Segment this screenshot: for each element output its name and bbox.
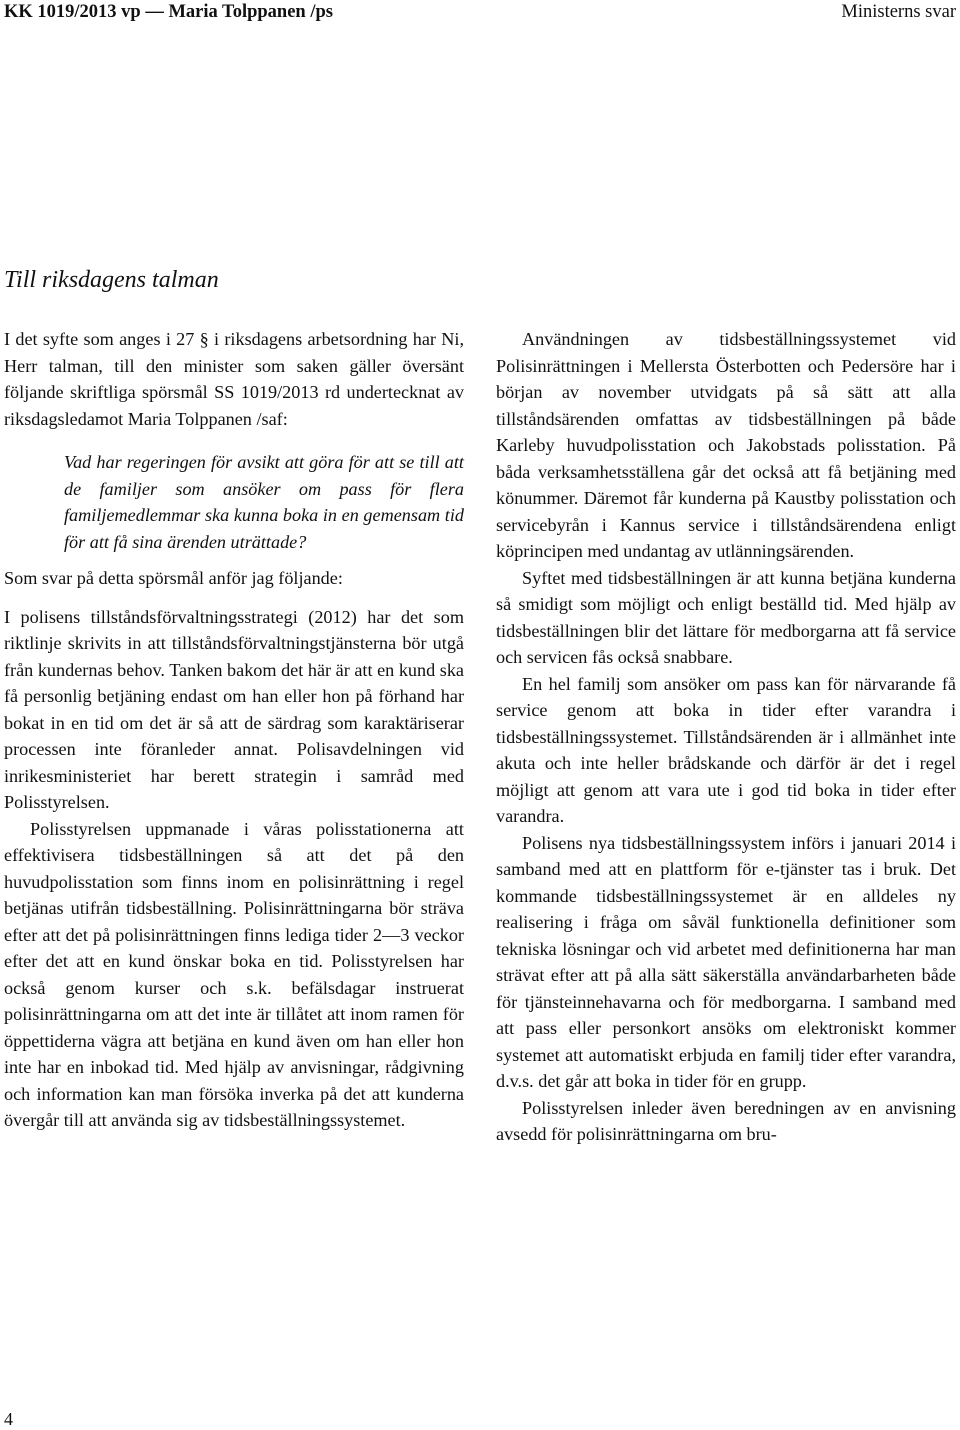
answer-paragraph-mellersta-osterbotten: Användningen av tidsbeställningssystemet vid Polisinrättningen i Mellersta Österbotten och Pedersöre har i början av november utvidgats på så sätt att alla tillståndsärenden omfattas av tidsbeställningen på både Karleby huvudpolisstation och Jakobstads polisstation. På båda verksamhetsställena går det också att få betjäning med könummer. Däremot får kunderna på Kaustby polisstation och servicebyrån i Kannus service i tillståndsärendena enligt köprincipen med undantag av utlänningsärenden. xyxy=(496,329,956,561)
intro-paragraph: I det syfte som anges i 27 § i riksdagens arbetsordning har Ni, Herr talman, till den minister som saken gäller översänt följande skriftliga spörsmål SS 1019/2013 rd undertecknat av riksdagsledamot Maria Tolppanen /saf: xyxy=(4,329,464,429)
answer-paragraph-polisstyrelsen: Polisstyrelsen uppmanade i våras polisstationerna att effektivisera tidsbeställningen så att det på den huvudpolisstation som finns inom en polisinrättning i regel betjänas utifrån tidsbeställning. Polisinrättningarna bör sträva efter att det på polisinrättningen finns lediga tider 2—3 veckor efter det att en kund önskar boka en tid. Polisstyrelsen har också genom kurser och s.k. befälsdagar instruerat polisinrättningarna om att det inte är tillåtet att inom ramen för öppettiderna vägra att betjäna en kund även om han eller hon inte har en inbokad tid. Med hjälp av anvisningar, rådgivning och information kan man försöka inverka på det att kunderna övergår till att använda sig av tidsbeställningssystemet. xyxy=(4,818,464,1130)
answer-paragraph-family: En hel familj som ansöker om pass kan för närvarande få service genom att boka in tider efter varandra i tidsbeställningssystemet. Tillståndsärenden är i allmänhet inte akuta och inte heller brådskande och därför är det i regel möjligt att genom att vara ute i god tid boka in tider efter varandra. xyxy=(496,673,956,826)
page-title: Till riksdagens talman xyxy=(4,267,219,293)
answer-lead: Som svar på detta spörsmål anför jag följande: xyxy=(4,568,343,588)
header-section-title: Ministerns svar xyxy=(841,2,956,22)
page-number: 4 xyxy=(4,1409,13,1429)
answer-paragraph-new-system: Polisens nya tidsbeställningssystem införs i januari 2014 i samband med att en plattform för e-tjänster tas i bruk. Det kommande tidsbeställningssystemet är en alldeles ny realisering i fråga om såväl funktionella definitioner som tekniska lösningar och vid arbetet med definitionerna har man strävat efter att på alla sätt säkerställa användarbarheten både för tjänsteinnehavarna och för medborgarna. I samband med att pass eller personkort ansöks om elektroniskt kommer systemet att automatiskt erbjuda en familj tider efter varandra, d.v.s. det går att boka in tider för en grupp. xyxy=(496,832,956,1091)
answer-paragraph-strategy: I polisens tillståndsförvaltningsstrategi (2012) har det som riktlinje skrivits in att tillståndsförvaltningstjänsterna bör utgå från kundernas behov. Tanken bakom det här är att en kund ska få personlig betjäning endast om han eller hon på förhand har bokat in en tid om det är så att de särdrag som karaktäriserar processen inte föranleder annat. Polisavdelningen vid inrikesministeriet har berett strategin i samråd med Polisstyrelsen. xyxy=(4,606,464,812)
question-quote: Vad har regeringen för avsikt att göra för att se till att de familjer som ansöker om pass för flera familjemedlemmar ska kunna boka in en gemensam tid för att få sina ärenden uträttade? xyxy=(64,452,464,552)
page-header xyxy=(4,0,956,30)
left-column xyxy=(4,326,464,1134)
answer-paragraph-purpose: Syftet med tidsbeställningen är att kunna betjäna kunderna så smidigt som möjligt och enligt beställd tid. Med hjälp av tidsbeställningen blir det lättare för medborgarna att få service och servicen fås också snabbare. xyxy=(496,567,956,667)
answer-paragraph-guidance: Polisstyrelsen inleder även beredningen av en anvisning avsedd för polisinrättningarna om bru- xyxy=(496,1097,956,1144)
header-document-id: KK 1019/2013 vp — Maria Tolppanen /ps xyxy=(4,2,333,22)
right-column xyxy=(496,326,956,1148)
